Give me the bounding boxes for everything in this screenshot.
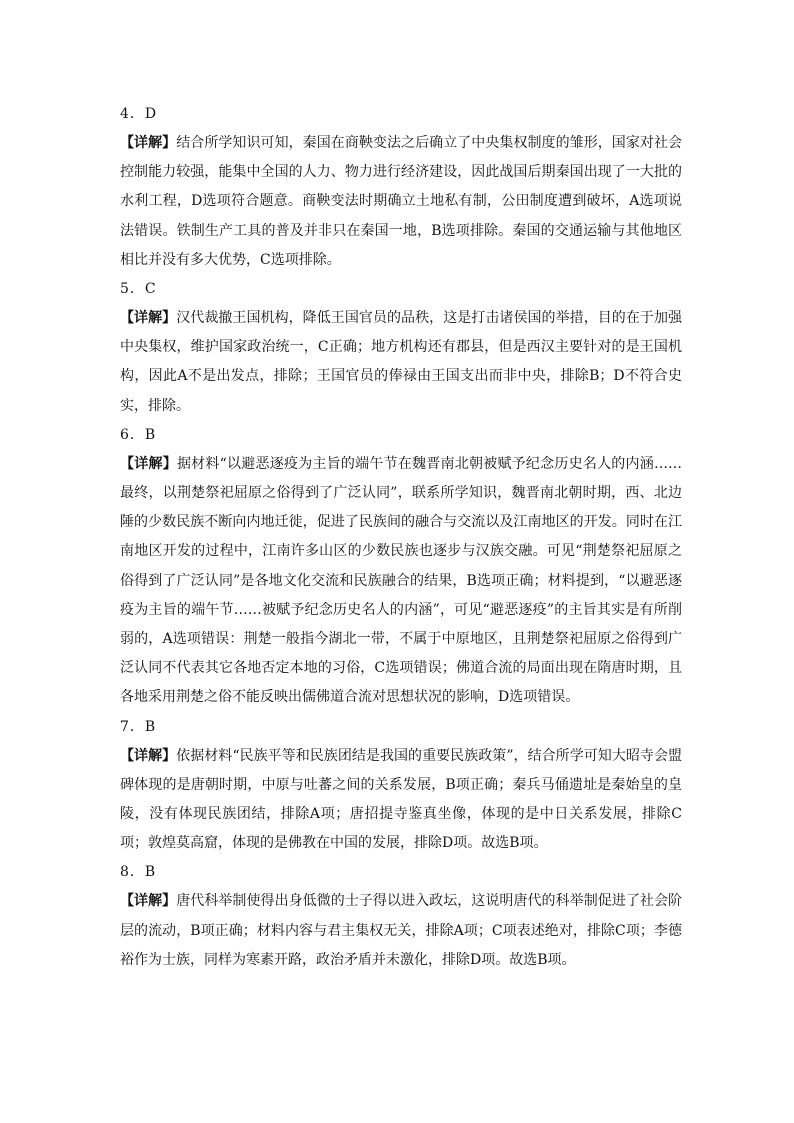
explanation-paragraph — [120, 887, 682, 975]
answer-block-7 — [120, 713, 682, 859]
answer-number: 8．B — [120, 864, 157, 881]
explanation-tag: 【详解】 — [120, 455, 177, 472]
explanation-text: 据材料“以避恶逐疫为主旨的端午节在魏晋南北朝被赋予纪念历史名人的内涵……最终，以荆楚祭祀屈原之俗得到了广泛认同”，联系所学知识，魏晋南北朝时期，西、北边陲的少数民族不断向内地迁徙，促进了民族间的融合与交流以及江南地区的开发。同时在江南地区开发的过程中，江南许多山区的少数民族也逐步与汉族交融。可见“荆楚祭祀屈原之俗得到了广泛认同”是各地文化交流和民族融合的结果，B选项正确；材料提到，“以避恶逐疫为主旨的端午节……被赋予纪念历史名人的内涵”，可见“避恶逐疫”的主旨其实是有所削弱的，A选项错误：荆楚一般指今湖北一带，不属于中原地区，且荆楚祭祀屈原之俗得到广泛认同不代表其它各地否定本地的习俗，C选项错误；佛道合流的局面出现在隋唐时期，且各地采用荆楚之俗不能反映出儒佛道合流对思想状况的影响，D选项错误。 — [120, 455, 683, 706]
explanation-text: 结合所学知识可知，秦国在商鞅变法之后确立了中央集权制度的雏形，国家对社会控制能力较强，能集中全国的人力、物力进行经济建设，因此战国后期秦国出现了一大批的水利工程，D选项符合题意。商鞅变法时期确立土地私有制，公田制度遭到破坏，A选项说法错误。铁制生产工具的普及并非只在秦国一地，B选项排除。秦国的交通运输与其他地区相比并没有多大优势，C选项排除。 — [120, 135, 683, 268]
explanation-paragraph — [120, 450, 682, 713]
answer-number: 4．D — [120, 106, 158, 122]
answer-block-8 — [120, 858, 682, 975]
document-page — [120, 100, 682, 975]
explanation-tag: 【详解】 — [120, 135, 177, 151]
explanation-tag: 【详解】 — [120, 310, 177, 327]
answer-number: 5．C — [120, 281, 157, 298]
answer-number: 6．B — [120, 426, 157, 443]
answer-block-5 — [120, 275, 682, 421]
explanation-text: 汉代裁撤王国机构，降低王国官员的品秩，这是打击诸侯国的举措，目的在于加强中央集权，维护国家政治统一，C正确；地方机构还有郡县，但是西汉主要针对的是王国机构，因此A不是出发点，排除；王国官员的俸禄由王国支出而非中央，排除B；D不符合史实，排除。 — [120, 310, 683, 414]
explanation-paragraph — [120, 129, 682, 275]
answer-block-6 — [120, 421, 682, 713]
explanation-text: 依据材料“民族平等和民族团结是我国的重要民族政策”，结合所学可知大昭寺会盟碑体现的是唐朝时期，中原与吐蕃之间的关系发展，B项正确；秦兵马俑遗址是秦始皇的皇陵，没有体现民族团结，排除A项；唐招提寺鉴真坐像，体现的是中日关系发展，排除C项；敦煌莫高窟，体现的是佛教在中国的发展，排除D项。故选B项。 — [120, 747, 683, 852]
explanation-tag: 【详解】 — [120, 747, 177, 764]
explanation-text: 唐代科举制使得出身低微的士子得以进入政坛，这说明唐代的科举制促进了社会阶层的流动，B项正确；材料内容与君主集权无关，排除A项；C项表述绝对，排除C项；李德裕作为士族，同样为寒素开路，政治矛盾并未激化，排除D项。故选B项。 — [120, 893, 683, 968]
explanation-paragraph — [120, 742, 682, 859]
explanation-paragraph — [120, 304, 682, 421]
answer-number: 7．B — [120, 718, 157, 735]
explanation-tag: 【详解】 — [120, 893, 177, 910]
answer-block-4 — [120, 100, 682, 275]
